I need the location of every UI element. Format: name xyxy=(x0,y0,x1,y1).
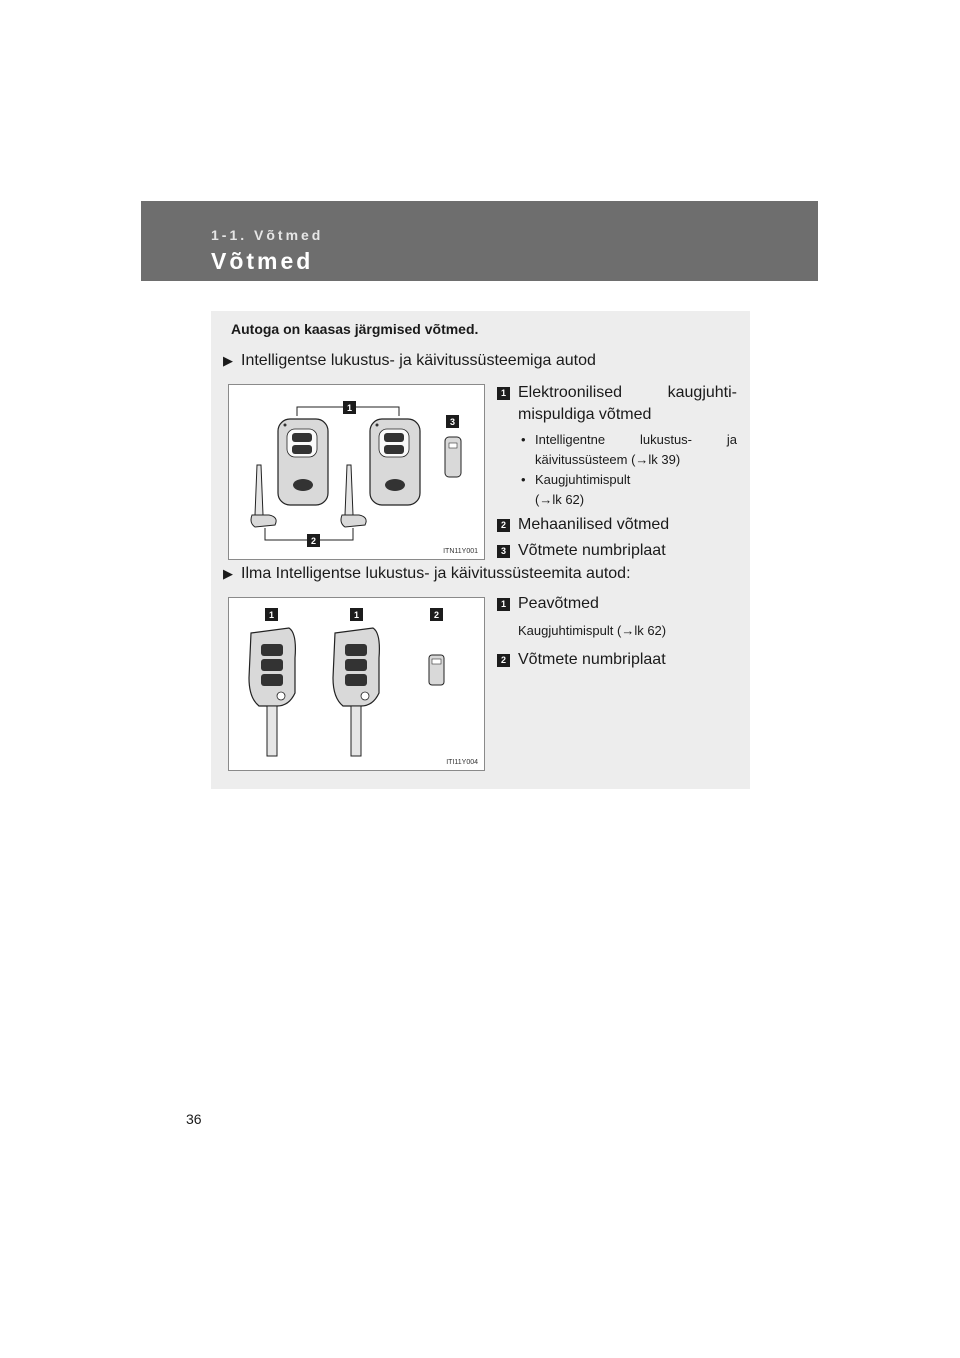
smart-key-legend xyxy=(497,382,737,562)
callout-1: 1 xyxy=(268,610,275,620)
number-box: 3 xyxy=(497,545,510,558)
standard-key-heading: ▶ Ilma Intelligentse lukustus- ja käivitussüsteemita autod: xyxy=(223,565,631,582)
callout-2: 2 xyxy=(310,536,317,546)
smart-key-heading: ▶ Intelligentse lukustus- ja käivitussüsteemiga autod xyxy=(223,352,596,369)
triangle-bullet-icon: ▶ xyxy=(223,566,233,581)
bullet-item: • Intelligentne lukustus- ja käivitussüsteem (→lk 39) xyxy=(521,432,737,467)
figure-code: ITI11Y004 xyxy=(446,759,478,766)
standard-key-illustration xyxy=(229,598,484,770)
bullet-list xyxy=(521,430,737,510)
section-header xyxy=(141,201,818,281)
figure-code: ITN11Y001 xyxy=(443,548,478,555)
legend-item: 2 Mehaanilised võtmed xyxy=(497,514,737,536)
number-box: 1 xyxy=(497,598,510,611)
triangle-bullet-icon: ▶ xyxy=(223,353,233,368)
section-label: 1-1. Võtmed xyxy=(211,227,324,243)
callout-1b: 1 xyxy=(353,610,360,620)
legend-item: 2 Võtmete numbriplaat xyxy=(497,649,737,671)
content-panel xyxy=(211,311,750,789)
page-number: 36 xyxy=(186,1111,202,1127)
legend-item: 3 Võtmete numbriplaat xyxy=(497,540,737,562)
number-box: 1 xyxy=(497,387,510,400)
number-box: 2 xyxy=(497,654,510,667)
note-text: Kaugjuhtimispult (→lk 62) xyxy=(518,623,667,638)
intro-text: Autoga on kaasas järgmised võtmed. xyxy=(231,321,479,337)
page-title: Võtmed xyxy=(211,248,314,274)
number-box: 2 xyxy=(497,519,510,532)
smart-key-figure xyxy=(228,384,485,560)
bullet-item: • Kaugjuhtimispult (→lk 62) xyxy=(521,472,631,507)
standard-key-figure xyxy=(228,597,485,771)
callout-3: 3 xyxy=(449,417,456,427)
smart-key-illustration xyxy=(229,385,484,559)
callout-2: 2 xyxy=(433,610,440,620)
legend-item: 1 Elektroonilised kaugjuhti- mispuldiga võtmed xyxy=(497,382,737,426)
standard-key-legend xyxy=(497,593,737,671)
legend-item: 1 Peavõtmed xyxy=(497,593,737,615)
callout-1: 1 xyxy=(346,403,353,413)
